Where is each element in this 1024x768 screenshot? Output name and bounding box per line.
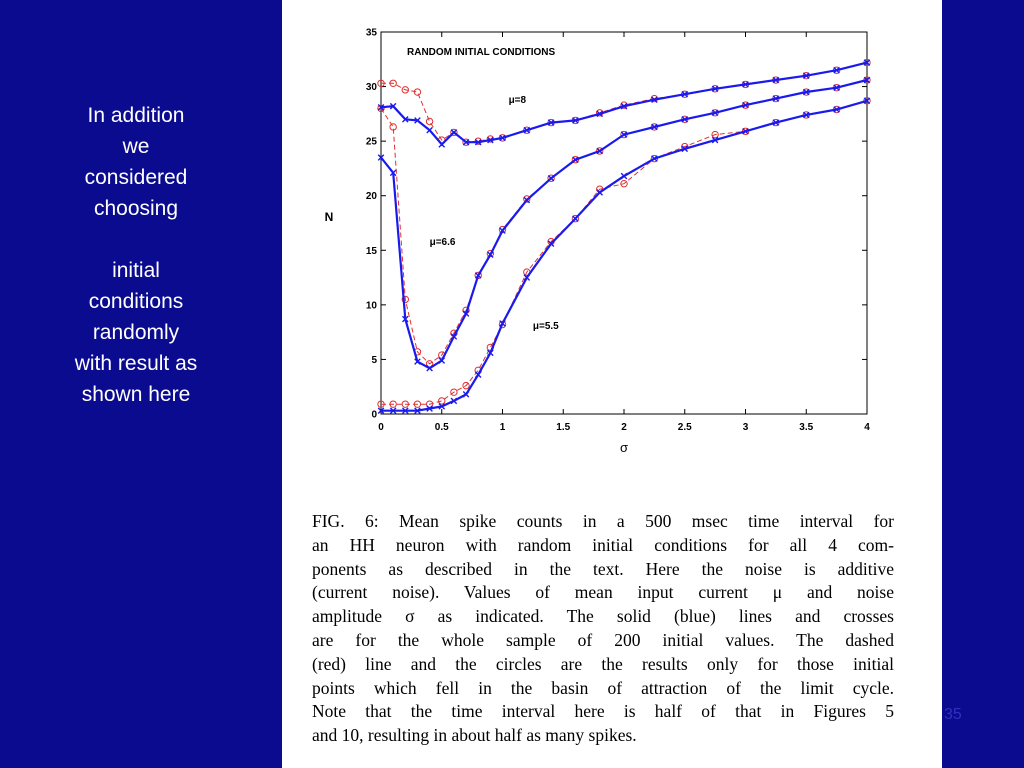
y-tick-label: 10 [365,300,377,312]
y-tick-label: 20 [365,191,377,203]
plot-frame [381,32,867,414]
figure-caption [312,510,894,748]
series-line [381,101,867,404]
line-chart [282,0,942,480]
side-text-line: In addition [87,104,185,127]
side-text-line: choosing [93,197,179,220]
series-line [381,101,867,411]
x-tick-label: 3 [742,422,749,433]
x-axis-label: σ [619,440,629,455]
caption-line: FIG. 6: Mean spike counts in a 500 msec time interval for [312,511,894,531]
caption-line: (current noise). Values of mean input current μ and noise [312,582,894,603]
caption-line: (red) line and the circles are the results only for those initial [312,653,894,674]
y-tick-label: 15 [365,245,377,257]
series-annotation: μ=8 [508,94,527,106]
y-tick-label: 5 [371,354,377,366]
figure-panel [282,0,942,768]
x-tick-label: 0.5 [434,422,449,433]
side-text-line: randomly [92,321,180,344]
x-tick-label: 4 [864,422,870,433]
caption-line: ponents as described in the text. Here the noise is additive [312,558,894,579]
y-tick-label: 0 [371,409,377,421]
series-line [381,80,867,368]
data-point-cross [548,175,554,181]
slide-side-text [50,100,222,410]
x-tick-label: 3.5 [799,422,814,433]
y-tick-label: 35 [365,27,377,39]
caption-line: are for the whole sample of 200 initial values. The dashed [312,629,894,650]
caption-line: and 10, resulting in about half as many spikes. [312,725,637,746]
y-axis-label: N [324,210,334,224]
caption-line: points which fell in the basin of attraction of the limit cycle. [312,677,894,698]
side-text-line: initial [112,259,160,282]
series-line [381,80,867,364]
side-text-line: we [122,135,150,158]
data-point-cross [451,130,457,136]
data-point-cross [597,190,603,196]
data-point-circle [426,118,432,124]
caption-line: Note that the time interval here is half of that in Figures 5 [312,701,894,722]
x-tick-label: 0 [378,422,384,433]
slide-number: 35 [944,706,962,723]
x-tick-label: 1 [499,422,506,433]
series-annotation: μ=5.5 [532,320,559,332]
data-point-cross [427,127,433,133]
chart-title: RANDOM INITIAL CONDITIONS [407,47,556,58]
x-tick-label: 2.5 [677,422,692,433]
data-point-cross [439,142,445,148]
series-annotation: μ=6.6 [429,236,456,248]
side-text-line: shown here [81,383,191,406]
caption-line: an HH neuron with random initial conditions for all 4 com- [312,534,894,555]
x-tick-label: 2 [621,422,627,433]
y-tick-label: 30 [365,82,377,94]
paragraph-gap [50,224,222,255]
y-tick-label: 25 [365,136,377,148]
side-text-line: conditions [88,290,184,313]
side-text-line: considered [84,166,188,189]
side-text-line: with result as [74,352,198,375]
data-point-cross [573,216,579,222]
caption-line: amplitude σ as indicated. The solid (blue) lines and crosses [312,606,894,627]
x-tick-label: 1.5 [556,422,571,433]
